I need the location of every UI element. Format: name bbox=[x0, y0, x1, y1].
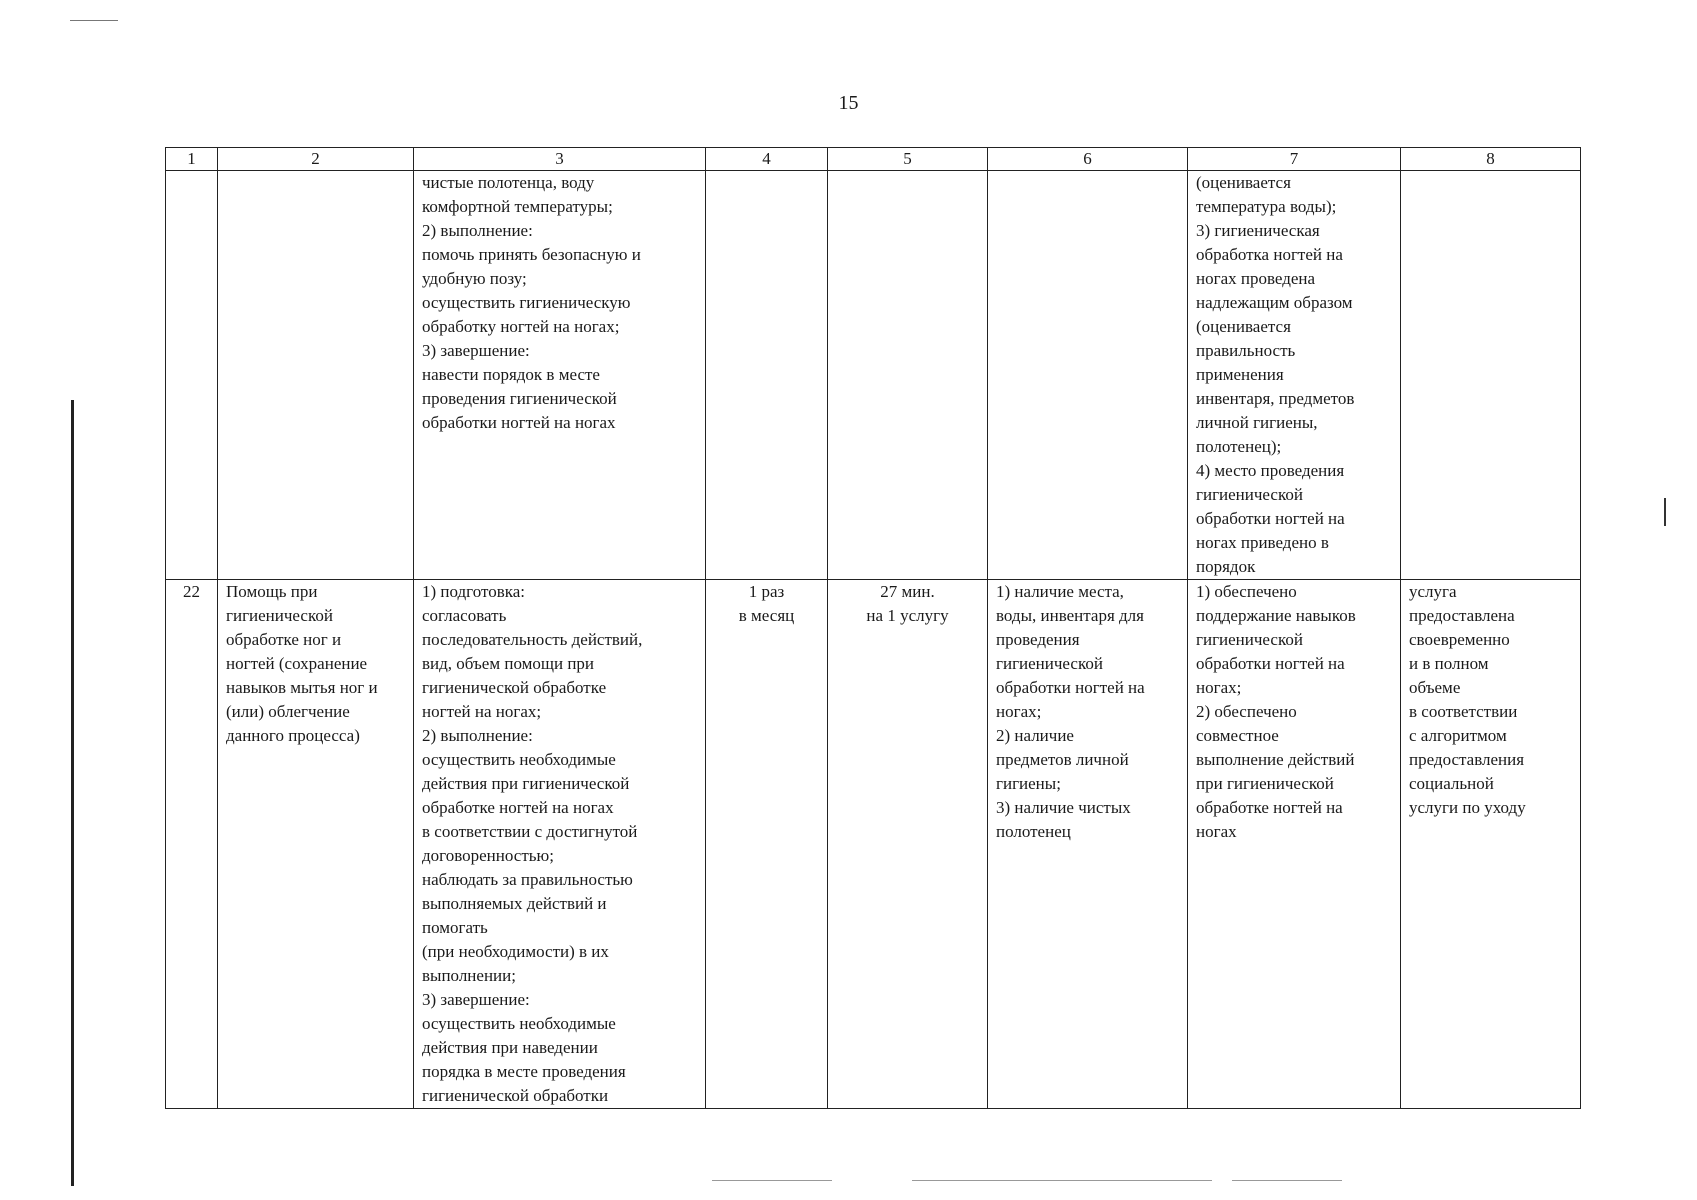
scan-artifact-bottom-dash bbox=[712, 1180, 832, 1181]
quality-indicators-cell bbox=[1188, 580, 1401, 1109]
services-table bbox=[165, 147, 1581, 1109]
frequency-cell bbox=[706, 171, 828, 580]
quality-indicators-text: (оценивается температура воды); 3) гигиеническая обработка ногтей на ногах проведена надлежащим образом (оценивается правильность применения инвентаря, предметов личной гигиены, полотенец); 4) место проведения гигиенической обработки ногтей на ногах приведено в порядок bbox=[1196, 173, 1355, 576]
frequency-cell bbox=[706, 580, 828, 1109]
scan-artifact-bottom-dash bbox=[1232, 1180, 1342, 1181]
table-row bbox=[166, 171, 1581, 580]
service-name: Помощь при гигиенической обработке ног и ногтей (сохранение навыков мытья ног и (или) облегчение данного процесса) bbox=[226, 582, 378, 745]
conditions-cell bbox=[988, 171, 1188, 580]
quality-indicators-cell bbox=[1188, 171, 1401, 580]
frequency-text: 1 раз в месяц bbox=[738, 582, 795, 625]
scan-artifact-right-mark bbox=[1664, 498, 1666, 526]
quality-indicators-text: 1) обеспечено поддержание навыков гигиенической обработки ногтей на ногах; 2) обеспечено совместное выполнение действий при гигиенической обработке ногтей на ногах bbox=[1196, 582, 1356, 841]
conditions-cell bbox=[988, 580, 1188, 1109]
procedure-cell bbox=[414, 580, 706, 1109]
service-name-cell bbox=[218, 171, 414, 580]
evaluation-cell bbox=[1401, 580, 1581, 1109]
column-header-6: 6 bbox=[988, 148, 1188, 171]
scan-artifact-top-line bbox=[70, 20, 118, 21]
evaluation-cell bbox=[1401, 171, 1581, 580]
scan-artifact-bottom-dash bbox=[912, 1180, 1212, 1181]
conditions-text: 1) наличие места, воды, инвентаря для проведения гигиенической обработки ногтей на ногах; 2) наличие предметов личной гигиены; 3) наличие чистых полотенец bbox=[996, 582, 1145, 841]
service-name-cell bbox=[218, 580, 414, 1109]
duration-cell bbox=[828, 171, 988, 580]
column-header-1: 1 bbox=[166, 148, 218, 171]
procedure-text: 1) подготовка: согласовать последовательность действий, вид, объем помощи при гигиенической обработке ногтей на ногах; 2) выполнение: осуществить необходимые действия при гигиенической обработке ногтей на ногах в соответствии с достигнутой договоренностью; наблюдать за правильностью выполняемых действий и помогать (при необходимости) в их выполнении; 3) завершение: осуществить необходимые действия при наведении порядка в месте проведения гигиенической обработки bbox=[422, 582, 643, 1105]
row-number-cell bbox=[166, 171, 218, 580]
procedure-text: чистые полотенца, воду комфортной температуры; 2) выполнение: помочь принять безопасную и удобную позу; осуществить гигиеническую обработку ногтей на ногах; 3) завершение: навести порядок в месте проведения гигиенической обработки ногтей на ногах bbox=[422, 173, 641, 432]
column-header-5: 5 bbox=[828, 148, 988, 171]
header-row bbox=[166, 148, 1581, 171]
row-number: 22 bbox=[183, 582, 200, 601]
duration-cell bbox=[828, 580, 988, 1109]
page-number: 15 bbox=[838, 92, 859, 114]
row-number-cell bbox=[166, 580, 218, 1109]
column-header-3: 3 bbox=[414, 148, 706, 171]
table-row bbox=[166, 580, 1581, 1109]
scan-artifact-left-bar bbox=[71, 400, 74, 1186]
procedure-cell bbox=[414, 171, 706, 580]
column-header-2: 2 bbox=[218, 148, 414, 171]
evaluation-text: услуга предоставлена своевременно и в полном объеме в соответствии с алгоритмом предоставления социальной услуги по уходу bbox=[1409, 582, 1526, 817]
duration-text: 27 мин. на 1 услугу bbox=[866, 582, 949, 625]
column-header-7: 7 bbox=[1188, 148, 1401, 171]
column-header-4: 4 bbox=[706, 148, 828, 171]
column-header-8: 8 bbox=[1401, 148, 1581, 171]
